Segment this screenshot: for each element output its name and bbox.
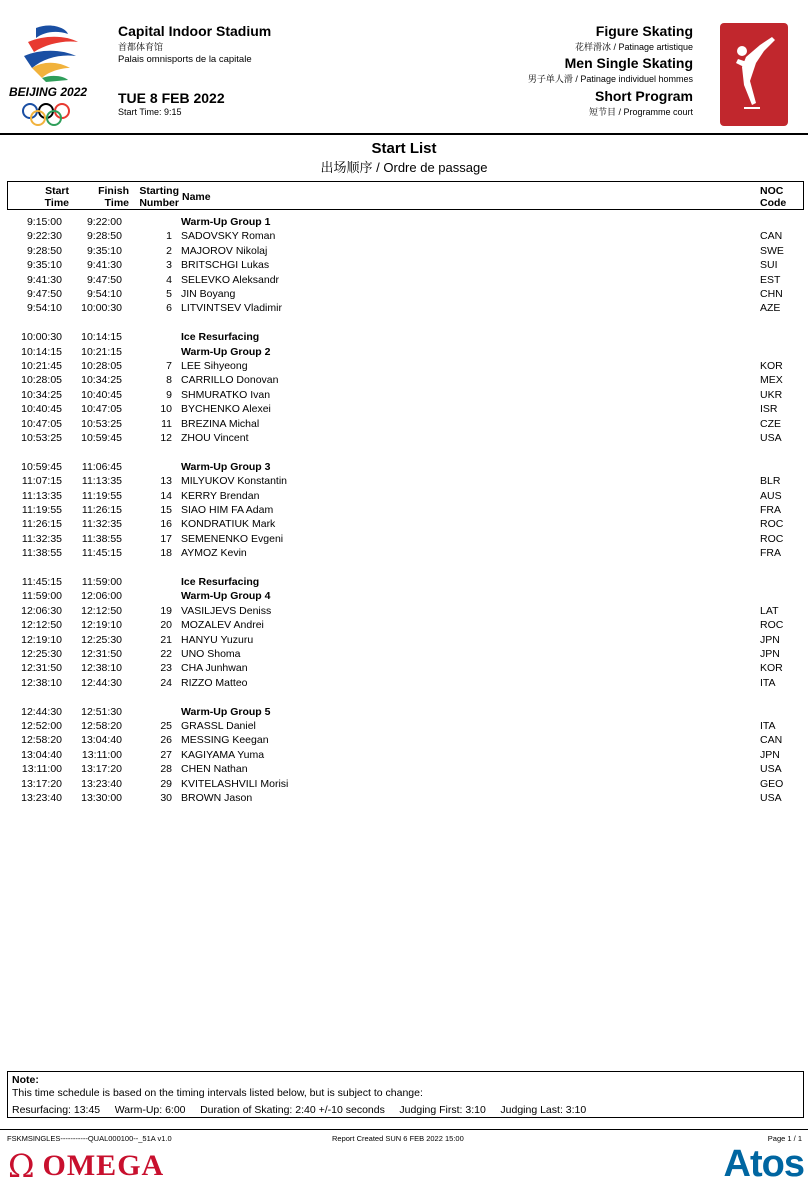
finish-time-cell: 11:45:15 xyxy=(81,547,122,560)
noc-code-cell: ROC xyxy=(760,619,784,632)
start-time-cell: 10:47:05 xyxy=(21,417,62,430)
finish-time-cell: 11:38:55 xyxy=(81,532,122,545)
sport-subtitle: 花样滑冰 / Patinage artistique xyxy=(574,42,693,52)
event-date: TUE 8 FEB 2022 xyxy=(118,90,225,106)
name-cell: BROWN Jason xyxy=(181,792,253,804)
starting-number-cell: 8 xyxy=(166,374,172,387)
starting-number-cell: 9 xyxy=(166,388,172,401)
finish-time-cell: 10:14:15 xyxy=(81,331,122,344)
noc-code-cell: FRA xyxy=(760,547,781,560)
name-cell: RIZZO Matteo xyxy=(181,676,248,689)
starting-number-cell: 12 xyxy=(160,432,172,444)
name-cell: LITVINTSEV Vladimir xyxy=(181,302,282,315)
note-label: Note: xyxy=(12,1074,39,1086)
noc-code-cell: ITA xyxy=(760,720,776,732)
noc-code-cell: KOR xyxy=(760,360,783,372)
starting-number-cell: 16 xyxy=(160,518,172,531)
start-time-cell: 13:17:20 xyxy=(21,777,62,790)
starting-number-cell: 14 xyxy=(160,489,172,502)
starting-number-cell: 30 xyxy=(160,792,172,804)
header-divider xyxy=(0,133,808,135)
noc-code-cell: SUI xyxy=(760,259,778,272)
name-cell: MESSING Keegan xyxy=(181,734,269,747)
atos-logo: Atos xyxy=(723,1143,804,1185)
finish-time-cell: 12:25:30 xyxy=(81,633,122,646)
starting-number-cell: 20 xyxy=(160,619,172,632)
start-time-cell: 13:04:40 xyxy=(21,748,62,761)
finish-time-cell: 12:38:10 xyxy=(81,662,122,675)
starting-number-cell: 23 xyxy=(160,662,172,675)
starting-number-cell: 7 xyxy=(166,360,172,372)
col-noc-code: NOC Code xyxy=(760,185,787,209)
noc-code-cell: SWE xyxy=(760,244,784,257)
name-cell: SADOVSKY Roman xyxy=(181,230,276,243)
skater-row xyxy=(0,431,808,445)
noc-code-cell: CAN xyxy=(760,734,783,747)
schedule-row xyxy=(0,589,808,603)
start-time-cell: 9:28:50 xyxy=(26,244,62,257)
finish-time-cell: 9:54:10 xyxy=(86,288,122,300)
name-cell: KONDRATIUK Mark xyxy=(181,518,276,531)
noc-code-cell: ROC xyxy=(760,532,784,545)
name-cell: Warm-Up Group 5 xyxy=(181,705,271,718)
omega-logo xyxy=(8,1148,164,1184)
name-cell: BREZINA Michal xyxy=(181,417,260,430)
starting-number-cell: 22 xyxy=(160,648,172,660)
svg-text:BEIJING 2022: BEIJING 2022 xyxy=(9,85,88,99)
starting-number-cell: 5 xyxy=(166,288,172,300)
starting-number-cell: 21 xyxy=(160,633,172,646)
finish-time-cell: 10:34:25 xyxy=(81,374,122,387)
start-time-cell: 11:19:55 xyxy=(21,504,62,516)
skater-row xyxy=(0,503,808,517)
name-cell: CHEN Nathan xyxy=(181,763,248,776)
name-cell: Warm-Up Group 1 xyxy=(181,216,271,228)
col-finish-time: Finish Time xyxy=(98,185,129,209)
noc-code-cell: USA xyxy=(760,792,782,804)
col-starting-number: Starting Number xyxy=(139,185,179,209)
beijing-emblem-icon xyxy=(6,20,96,130)
name-cell: MAJOROV Nikolaj xyxy=(181,244,268,257)
report-created: Report Created SUN 6 FEB 2022 15:00 xyxy=(332,1134,464,1143)
start-time-cell: 12:52:00 xyxy=(21,720,62,732)
skater-row xyxy=(0,618,808,632)
name-cell: Ice Resurfacing xyxy=(181,331,260,344)
name-cell: Warm-Up Group 2 xyxy=(181,345,271,358)
footer-divider xyxy=(0,1129,808,1130)
finish-time-cell: 9:41:30 xyxy=(86,259,122,272)
start-time-cell: 10:28:05 xyxy=(21,374,62,387)
name-cell: BYCHENKO Alexei xyxy=(181,403,271,416)
skater-row xyxy=(0,402,808,416)
starting-number-cell: 29 xyxy=(160,777,172,790)
start-time-cell: 11:32:35 xyxy=(21,532,62,545)
skater-row xyxy=(0,676,808,690)
omega-wordmark: OMEGA xyxy=(42,1149,165,1182)
starting-number-cell: 2 xyxy=(166,244,172,257)
schedule-row xyxy=(0,460,808,474)
sport-title: Figure Skating xyxy=(595,23,693,39)
start-time-cell: 11:07:15 xyxy=(21,475,62,488)
name-cell: CHA Junhwan xyxy=(181,662,248,675)
skater-row xyxy=(0,604,808,618)
col-name: Name xyxy=(182,191,211,203)
name-cell: Warm-Up Group 4 xyxy=(181,590,271,603)
skater-row xyxy=(0,633,808,647)
start-time-cell: 10:40:45 xyxy=(21,403,62,416)
starting-number-cell: 6 xyxy=(166,302,172,315)
venue-name-fr: Palais omnisports de la capitale xyxy=(118,54,252,65)
start-time-cell: 11:59:00 xyxy=(21,590,62,603)
note-text: This time schedule is based on the timing intervals listed below, but is subject to change: xyxy=(12,1087,423,1099)
name-cell: JIN Boyang xyxy=(181,288,236,300)
start-time-cell: 12:38:10 xyxy=(21,676,62,689)
start-time-cell: 13:23:40 xyxy=(21,792,62,804)
start-time-cell: 9:15:00 xyxy=(26,216,62,228)
starting-number-cell: 19 xyxy=(160,604,172,617)
noc-code-cell: GEO xyxy=(760,777,784,790)
starting-number-cell: 13 xyxy=(160,475,172,488)
skater-row xyxy=(0,517,808,531)
name-cell: SHMURATKO Ivan xyxy=(181,388,271,401)
skater-row xyxy=(0,532,808,546)
schedule-row xyxy=(0,215,808,229)
finish-time-cell: 10:59:45 xyxy=(81,432,122,444)
skater-row xyxy=(0,258,808,272)
starting-number-cell: 11 xyxy=(161,417,172,430)
finish-time-cell: 9:22:00 xyxy=(86,216,122,228)
noc-code-cell: BLR xyxy=(760,475,781,488)
finish-time-cell: 9:47:50 xyxy=(86,273,122,286)
starting-number-cell: 3 xyxy=(166,259,172,272)
name-cell: SELEVKO Aleksandr xyxy=(181,273,280,286)
noc-code-cell: KOR xyxy=(760,662,783,675)
noc-code-cell: AZE xyxy=(760,302,781,315)
document-code: FSKMSINGLES-----------QUAL000100--_51A v1.0 xyxy=(7,1134,172,1143)
figure-skating-pictogram xyxy=(720,23,788,126)
start-time-cell: 11:38:55 xyxy=(21,547,62,560)
skater-row xyxy=(0,287,808,301)
skater-row xyxy=(0,762,808,776)
finish-time-cell: 11:59:00 xyxy=(81,576,122,588)
start-time-cell: 12:58:20 xyxy=(21,734,62,747)
noc-code-cell: CZE xyxy=(760,417,781,430)
discipline-title: Men Single Skating xyxy=(564,55,693,71)
finish-time-cell: 12:51:30 xyxy=(81,705,122,718)
skater-row xyxy=(0,733,808,747)
starting-number-cell: 17 xyxy=(160,532,172,545)
starting-number-cell: 27 xyxy=(160,748,172,761)
start-time-cell: 9:47:50 xyxy=(26,288,62,300)
name-cell: Ice Resurfacing xyxy=(181,576,260,588)
skater-row xyxy=(0,546,808,560)
skater-row xyxy=(0,719,808,733)
noc-code-cell: AUS xyxy=(760,489,782,502)
starting-number-cell: 4 xyxy=(166,273,172,286)
finish-time-cell: 13:11:00 xyxy=(81,748,122,761)
start-time-cell: 10:34:25 xyxy=(21,388,62,401)
noc-code-cell: ITA xyxy=(760,676,776,689)
start-time-cell: 10:00:30 xyxy=(21,331,62,344)
finish-time-cell: 12:44:30 xyxy=(81,676,122,689)
start-time-cell: 10:53:25 xyxy=(21,432,62,444)
start-time-cell: 9:41:30 xyxy=(26,273,62,286)
finish-time-cell: 12:12:50 xyxy=(81,604,122,617)
finish-time-cell: 12:31:50 xyxy=(81,648,122,660)
name-cell: SIAO HIM FA Adam xyxy=(181,504,274,516)
skater-row xyxy=(0,489,808,503)
start-time-cell: 12:25:30 xyxy=(21,648,62,660)
figure-skater-icon xyxy=(720,23,788,126)
name-cell: Warm-Up Group 3 xyxy=(181,460,271,473)
finish-time-cell: 12:19:10 xyxy=(81,619,122,632)
skater-row xyxy=(0,373,808,387)
name-cell: GRASSL Daniel xyxy=(181,720,256,732)
skater-row xyxy=(0,474,808,488)
starting-number-cell: 26 xyxy=(160,734,172,747)
document-subtitle: 出场顺序 / Ordre de passage xyxy=(320,160,488,175)
start-time-cell: 12:06:30 xyxy=(21,604,62,617)
name-cell: CARRILLO Donovan xyxy=(181,374,279,387)
start-time-cell: 9:35:10 xyxy=(26,259,62,272)
start-time-cell: 10:14:15 xyxy=(21,345,62,358)
finish-time-cell: 11:26:15 xyxy=(81,504,122,516)
name-cell: KERRY Brendan xyxy=(181,489,260,502)
skater-row xyxy=(0,647,808,661)
venue-name: Capital Indoor Stadium xyxy=(118,23,272,39)
noc-code-cell: UKR xyxy=(760,388,783,401)
page-number: Page 1 / 1 xyxy=(767,1134,802,1143)
name-cell: KVITELASHVILI Morisi xyxy=(181,777,289,790)
discipline-subtitle: 男子单人滑 / Patinage individuel hommes xyxy=(527,74,693,84)
finish-time-cell: 10:00:30 xyxy=(81,302,122,315)
starting-number-cell: 10 xyxy=(160,403,172,416)
note-intervals: Resurfacing: 13:45 Warm-Up: 6:00 Duration of Skating: 2:40 +/-10 seconds Judging First: 3:10 Judging Last: 3:10 xyxy=(12,1104,587,1116)
start-time-cell: 12:12:50 xyxy=(21,619,62,632)
skater-row xyxy=(0,661,808,675)
noc-code-cell: LAT xyxy=(760,604,779,617)
start-time-cell: 13:11:00 xyxy=(21,763,62,776)
schedule-row xyxy=(0,705,808,719)
start-time-cell: 12:19:10 xyxy=(21,633,62,646)
finish-time-cell: 12:58:20 xyxy=(81,720,122,732)
skater-row xyxy=(0,301,808,315)
schedule-row xyxy=(0,330,808,344)
finish-time-cell: 13:23:40 xyxy=(81,777,122,790)
finish-time-cell: 10:53:25 xyxy=(81,417,122,430)
noc-code-cell: MEX xyxy=(760,374,783,387)
skater-row xyxy=(0,748,808,762)
noc-code-cell: CHN xyxy=(760,288,783,300)
schedule-row xyxy=(0,345,808,359)
finish-time-cell: 10:47:05 xyxy=(81,403,122,416)
noc-code-cell: CAN xyxy=(760,230,783,243)
document-title: Start List xyxy=(371,140,437,157)
noc-code-cell: JPN xyxy=(760,633,780,646)
name-cell: VASILJEVS Deniss xyxy=(181,604,272,617)
start-time-cell: 10:21:45 xyxy=(21,360,62,372)
finish-time-cell: 9:35:10 xyxy=(86,244,122,257)
venue-name-zh: 首都体育馆 xyxy=(118,42,164,52)
finish-time-cell: 10:28:05 xyxy=(81,360,122,372)
name-cell: ZHOU Vincent xyxy=(181,432,249,444)
start-time-cell: 11:13:35 xyxy=(21,489,62,502)
skater-row xyxy=(0,388,808,402)
phase-subtitle: 短节目 / Programme court xyxy=(588,107,693,117)
start-time-cell: 11:45:15 xyxy=(21,576,62,588)
starting-number-cell: 28 xyxy=(160,763,172,776)
name-cell: LEE Sihyeong xyxy=(181,360,248,372)
skater-row xyxy=(0,359,808,373)
finish-time-cell: 10:21:15 xyxy=(81,345,122,358)
table-header xyxy=(7,181,804,210)
finish-time-cell: 11:32:35 xyxy=(81,518,122,531)
name-cell: UNO Shoma xyxy=(181,648,241,660)
start-time-cell: 12:31:50 xyxy=(21,662,62,675)
starting-number-cell: 24 xyxy=(160,676,172,689)
skater-row xyxy=(0,417,808,431)
starting-number-cell: 25 xyxy=(160,720,172,732)
phase-title: Short Program xyxy=(594,88,693,104)
noc-code-cell: USA xyxy=(760,432,782,444)
start-time-cell: 9:22:30 xyxy=(26,230,62,243)
note-box xyxy=(7,1071,804,1118)
col-start-time: Start Time xyxy=(44,185,69,209)
finish-time-cell: 11:13:35 xyxy=(81,475,122,488)
name-cell: BRITSCHGI Lukas xyxy=(181,259,270,272)
skater-row xyxy=(0,273,808,287)
name-cell: SEMENENKO Evgeni xyxy=(181,532,284,545)
schedule-row xyxy=(0,575,808,589)
noc-code-cell: JPN xyxy=(760,648,780,660)
starting-number-cell: 18 xyxy=(160,547,172,560)
start-time-cell: 10:59:45 xyxy=(21,460,62,473)
finish-time-cell: 13:04:40 xyxy=(81,734,122,747)
skater-row xyxy=(0,229,808,243)
starting-number-cell: 1 xyxy=(166,230,172,243)
noc-code-cell: ISR xyxy=(760,403,778,416)
noc-code-cell: ROC xyxy=(760,518,784,531)
finish-time-cell: 13:30:00 xyxy=(81,792,122,804)
skater-row xyxy=(0,777,808,791)
name-cell: AYMOZ Kevin xyxy=(181,547,247,560)
skater-row xyxy=(0,791,808,805)
beijing-2022-logo xyxy=(6,20,96,130)
name-cell: MOZALEV Andrei xyxy=(181,619,264,632)
noc-code-cell: USA xyxy=(760,763,782,776)
finish-time-cell: 11:06:45 xyxy=(81,460,122,473)
omega-symbol-icon: Ω xyxy=(8,1147,35,1185)
name-cell: HANYU Yuzuru xyxy=(181,633,254,646)
starting-number-cell: 15 xyxy=(160,504,172,516)
start-time-cell: 12:44:30 xyxy=(21,705,62,718)
name-cell: MILYUKOV Konstantin xyxy=(181,475,288,488)
start-time-cell: 9:54:10 xyxy=(26,302,62,315)
noc-code-cell: EST xyxy=(760,273,781,286)
finish-time-cell: 11:19:55 xyxy=(81,489,122,502)
finish-time-cell: 9:28:50 xyxy=(86,230,122,243)
start-time-cell: 11:26:15 xyxy=(21,518,62,531)
finish-time-cell: 10:40:45 xyxy=(81,388,122,401)
name-cell: KAGIYAMA Yuma xyxy=(181,748,265,761)
noc-code-cell: FRA xyxy=(760,504,781,516)
finish-time-cell: 12:06:00 xyxy=(81,590,122,603)
finish-time-cell: 13:17:20 xyxy=(81,763,122,776)
noc-code-cell: JPN xyxy=(760,748,780,761)
start-time: Start Time: 9:15 xyxy=(118,107,182,117)
skater-row xyxy=(0,244,808,258)
